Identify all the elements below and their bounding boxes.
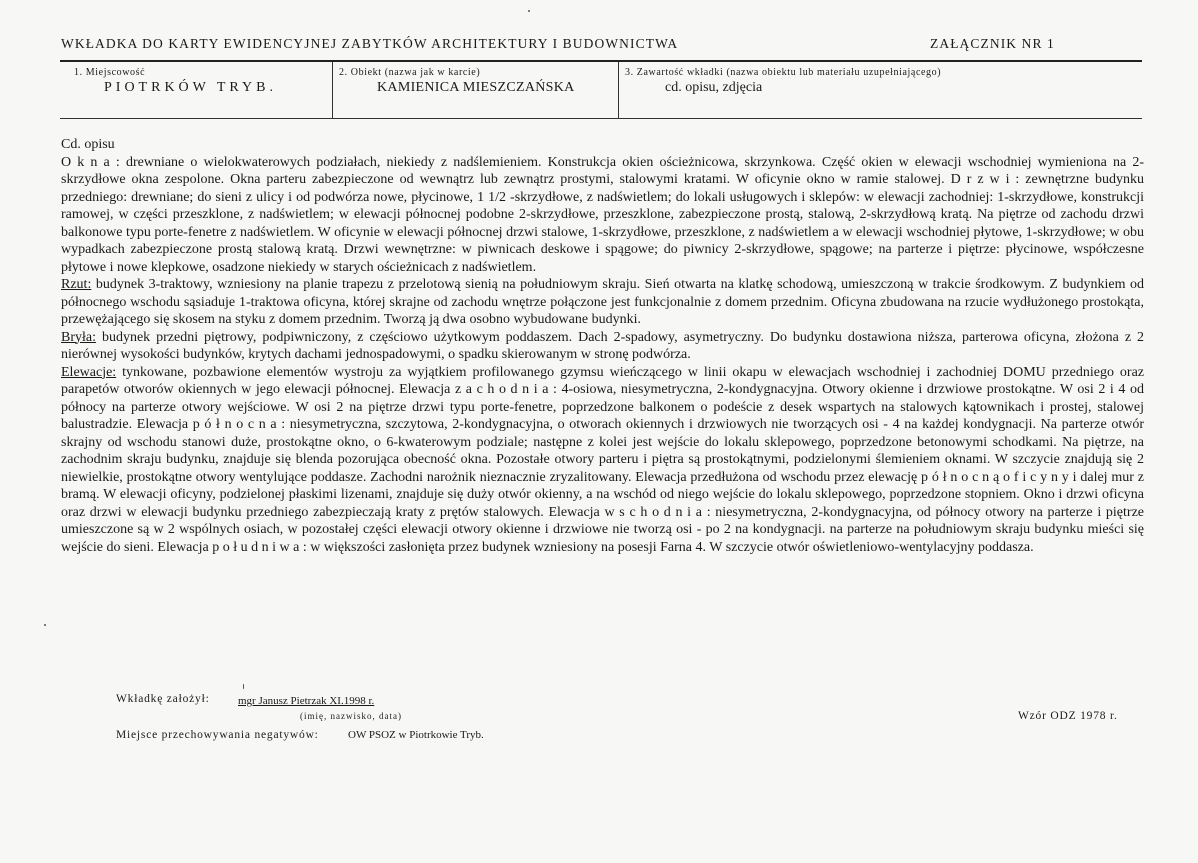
doors-text: zewnętrzne budynku przedniego: drewniane; do sieni z ulicy i od podwórza nowe, płycinowe, 1 1/2 -skrzydłowe, z nadświetlem; do lokali usługowych i sklepów: w elewacji zachodniej: 1-skrzydłowe, konstrukcji ramowej, w części przeszklone, z nadświetlem; w elewacji północnej podobne 2-skrzydłowe, przeszklone, zabezpieczone prostą, stalową, 2-skrzydłową kratą. Na piętrze od zachodu drzwi balkonowe typu porte-fenetre z nadświetlem. W oficynie w elewacji północnej drzwi stalowe, 1-skrzydłowe, przeszklone, z nadświetlem a w elewacji wschodniej płytowe, 1-skrzydłowe; w obu wypadkach zabezpieczone prostą stalową kratą. Drzwi wewnętrzne: w piwnicach deskowe i spągowe; do piwnicy 2-skrzydłowe, spągowe; na parterze i piętrze: płycinowe, współczesne płytowe i nowe klepkowe, osadzone niekiedy w starych ościeżnicach z nadświetlem.: [61, 172, 1144, 275]
scan-speck: [528, 10, 530, 12]
negatives-location-label: Miejsce przechowywania negatywów:: [116, 729, 319, 741]
founder-hint: (imię, nazwisko, data): [300, 711, 402, 721]
field-contents-label: 3. Zawartość wkładki (nazwa obiektu lub materiału uzupełniającego): [625, 67, 942, 78]
north-elevation-heading: p ó ł n o c n a :: [192, 417, 286, 432]
elevations-text-6: w większości zasłonięta przez budynek wzniesiony na posesji Farna 4. W szczycie otwór oświetleniowo-wentylacyjny poddasza.: [306, 539, 1034, 555]
field-locality: [60, 62, 333, 118]
document-title: WKŁADKA DO KARTY EWIDENCYJNEJ ZABYTKÓW ARCHITEKTURY I BUDOWNICTWA: [61, 36, 679, 51]
elevations-text-2: 4-osiowa, niesymetryczna, 2-kondygnacyjna. Otwory okienne i drzwiowe prostokątne. W osi 2 i 4 od północy na parterze otwory wejściowe. W osi 2 na piętrze drzwi typu porte-fenetre, poprzedzone balkonem o podeście z desek wspartych na stalowych kątownikach i prostej, stalowej balustradzie. Elewacja: [61, 382, 1144, 432]
field-object-label: 2. Obiekt (nazwa jak w karcie): [339, 67, 481, 78]
west-elevation-heading: z a c h o d n i a :: [454, 382, 557, 397]
elevations-text-3: niesymetryczna, szczytowa, 2-kondygnacyjna, o otworach okiennych i drzwiowych nie tworzących osi - 4 na każdej kondygnacji. Na parterze otwór skrajny od wschodu stanowi duże, prostokątne okno, o 6-kwaterowym podziale; następne z kolei jest wejście do lokalu sklepowego, poprzedzone betonowymi schodkami. Na piętrze, na zachodnim skraju budynku, znajduje się blenda pozorująca obecność okna. Pozostałe otwory parteru i piętra są prostokątnymi, podzielonymi ślemieniem oknami. W szczycie znajdują się 2 niewielkie, prostokątne otwory wentylujące poddasze. Zachodni narożnik nieznacznie zryzalitowany. Elewacja przedłużona od wschodu przez elewację: [61, 417, 1144, 485]
founder-signature: mgr Janusz Pietrzak XI.1998 r.: [238, 695, 375, 707]
windows-heading: O k n a :: [61, 154, 120, 170]
intro-line: Cd. opisu: [61, 137, 115, 152]
scan-speck: [44, 624, 46, 626]
paragraph-massing: [61, 329, 1144, 364]
scan-speck: [243, 684, 244, 689]
elevations-heading: Elewacje:: [61, 364, 117, 380]
field-locality-value: PIOTRKÓW TRYB.: [104, 80, 277, 95]
founder-label: Wkładkę założył:: [116, 693, 210, 705]
east-elevation-heading: w s c h o d n i a :: [604, 504, 711, 520]
paragraph-elevations: [61, 364, 1144, 557]
form-version: Wzór ODZ 1978 r.: [1018, 710, 1118, 722]
negatives-location-value: OW PSOZ w Piotrkowie Tryb.: [348, 729, 484, 741]
plan-heading: Rzut:: [61, 277, 92, 292]
field-locality-label: 1. Miejscowość: [74, 67, 146, 78]
field-object-value: KAMIENICA MIESZCZAŃSKA: [377, 80, 575, 95]
paragraph-plan: [61, 276, 1144, 329]
header-fields: [60, 60, 1142, 119]
doors-heading: D r z w i :: [950, 172, 1020, 187]
elevations-text-1: tynkowane, pozbawione elementów wystroju za wyjątkiem profilowanego gzymsu wieńczącego w linii okapu w elewacjach wschodniej i zachodniej DOMU przedniego oraz parapetów otworów okiennych w jego elewacji północnej. Elewacja: [61, 364, 1144, 397]
south-elevation-heading: p o ł u d n i w a :: [212, 539, 307, 555]
massing-text: budynek przedni piętrowy, podpiwniczony, z częściowo użytkowym poddaszem. Dach 2-spadowy, asymetryczny. Do budynku dostawiona niższa, parterowa oficyna, złożona z 2 nierównej wysokości budynków, krytych dachami jednospadowymi, o spadku skierowanym w stronę podwórza.: [61, 329, 1144, 362]
field-contents: [619, 62, 1142, 118]
field-object: [333, 62, 619, 118]
elevations-text-4: i dalej mur z bramą. W elewacji oficyny, podzielonej płaskimi lizenami, znajduje się duży otwór okienny, a na wschód od niego wejście do lokalu sklepowego, poprzedzone stopniem. Okno i drzwi oficyna oraz drzwi w elewacji budynku przedniego zabezpieczają kraty z prętów stalowych. Elewacja: [61, 469, 1144, 520]
massing-heading: Bryła:: [61, 329, 96, 345]
description-body: [61, 136, 1144, 556]
elevations-text-5: niesymetryczna, 2-kondygnacyjna, od północy otwory na parterze i piętrze umieszczone są w 2 wspólnych osiach, w pozostałej części elewacji otwory okienne i drzwiowe nie tworzą osi - po 2 na kondygnacji. na parterze na południowym skraju budynku mieści się wejście do sieni. Elewacja: [61, 504, 1144, 555]
annex-north-elevation-heading: p ó ł n o c n ą o f i c y n y: [921, 469, 1069, 485]
annex-number: ZAŁĄCZNIK NR 1: [930, 36, 1055, 51]
windows-text: drewniane o wielokwaterowych podziałach, niekiedy z nadślemieniem. Konstrukcja okien ościeżnicowa, skrzynkowa. Część okien w elewacji wschodniej wymieniona na 2-skrzydłowe okna zespolone. Okna parteru zabezpieczone od wewnątrz lub zewnątrz prostymi, stalowymi kratami. W oficynie okno w ramie stalowej.: [61, 154, 1144, 187]
plan-text: budynek 3-traktowy, wzniesiony na planie trapezu z przelotową sienią na południowym skraju. Sień otwarta na klatkę schodową, umieszczoną w trakcie środkowym. Z budynkiem od północnego wschodu sąsiaduje 1-traktowa oficyna, której skrajne od zachodu wnętrze połączone jest funkcjonalnie z domem przednim. Oficyna zbudowana na rzucie wydłużonego prostokąta, przewężającego się skosem na styku z domem przednim. Tworzą ją dwa osobno wybudowane budynki.: [61, 277, 1144, 327]
paragraph-windows-doors: [61, 154, 1144, 277]
field-contents-value: cd. opisu, zdjęcia: [665, 80, 763, 95]
